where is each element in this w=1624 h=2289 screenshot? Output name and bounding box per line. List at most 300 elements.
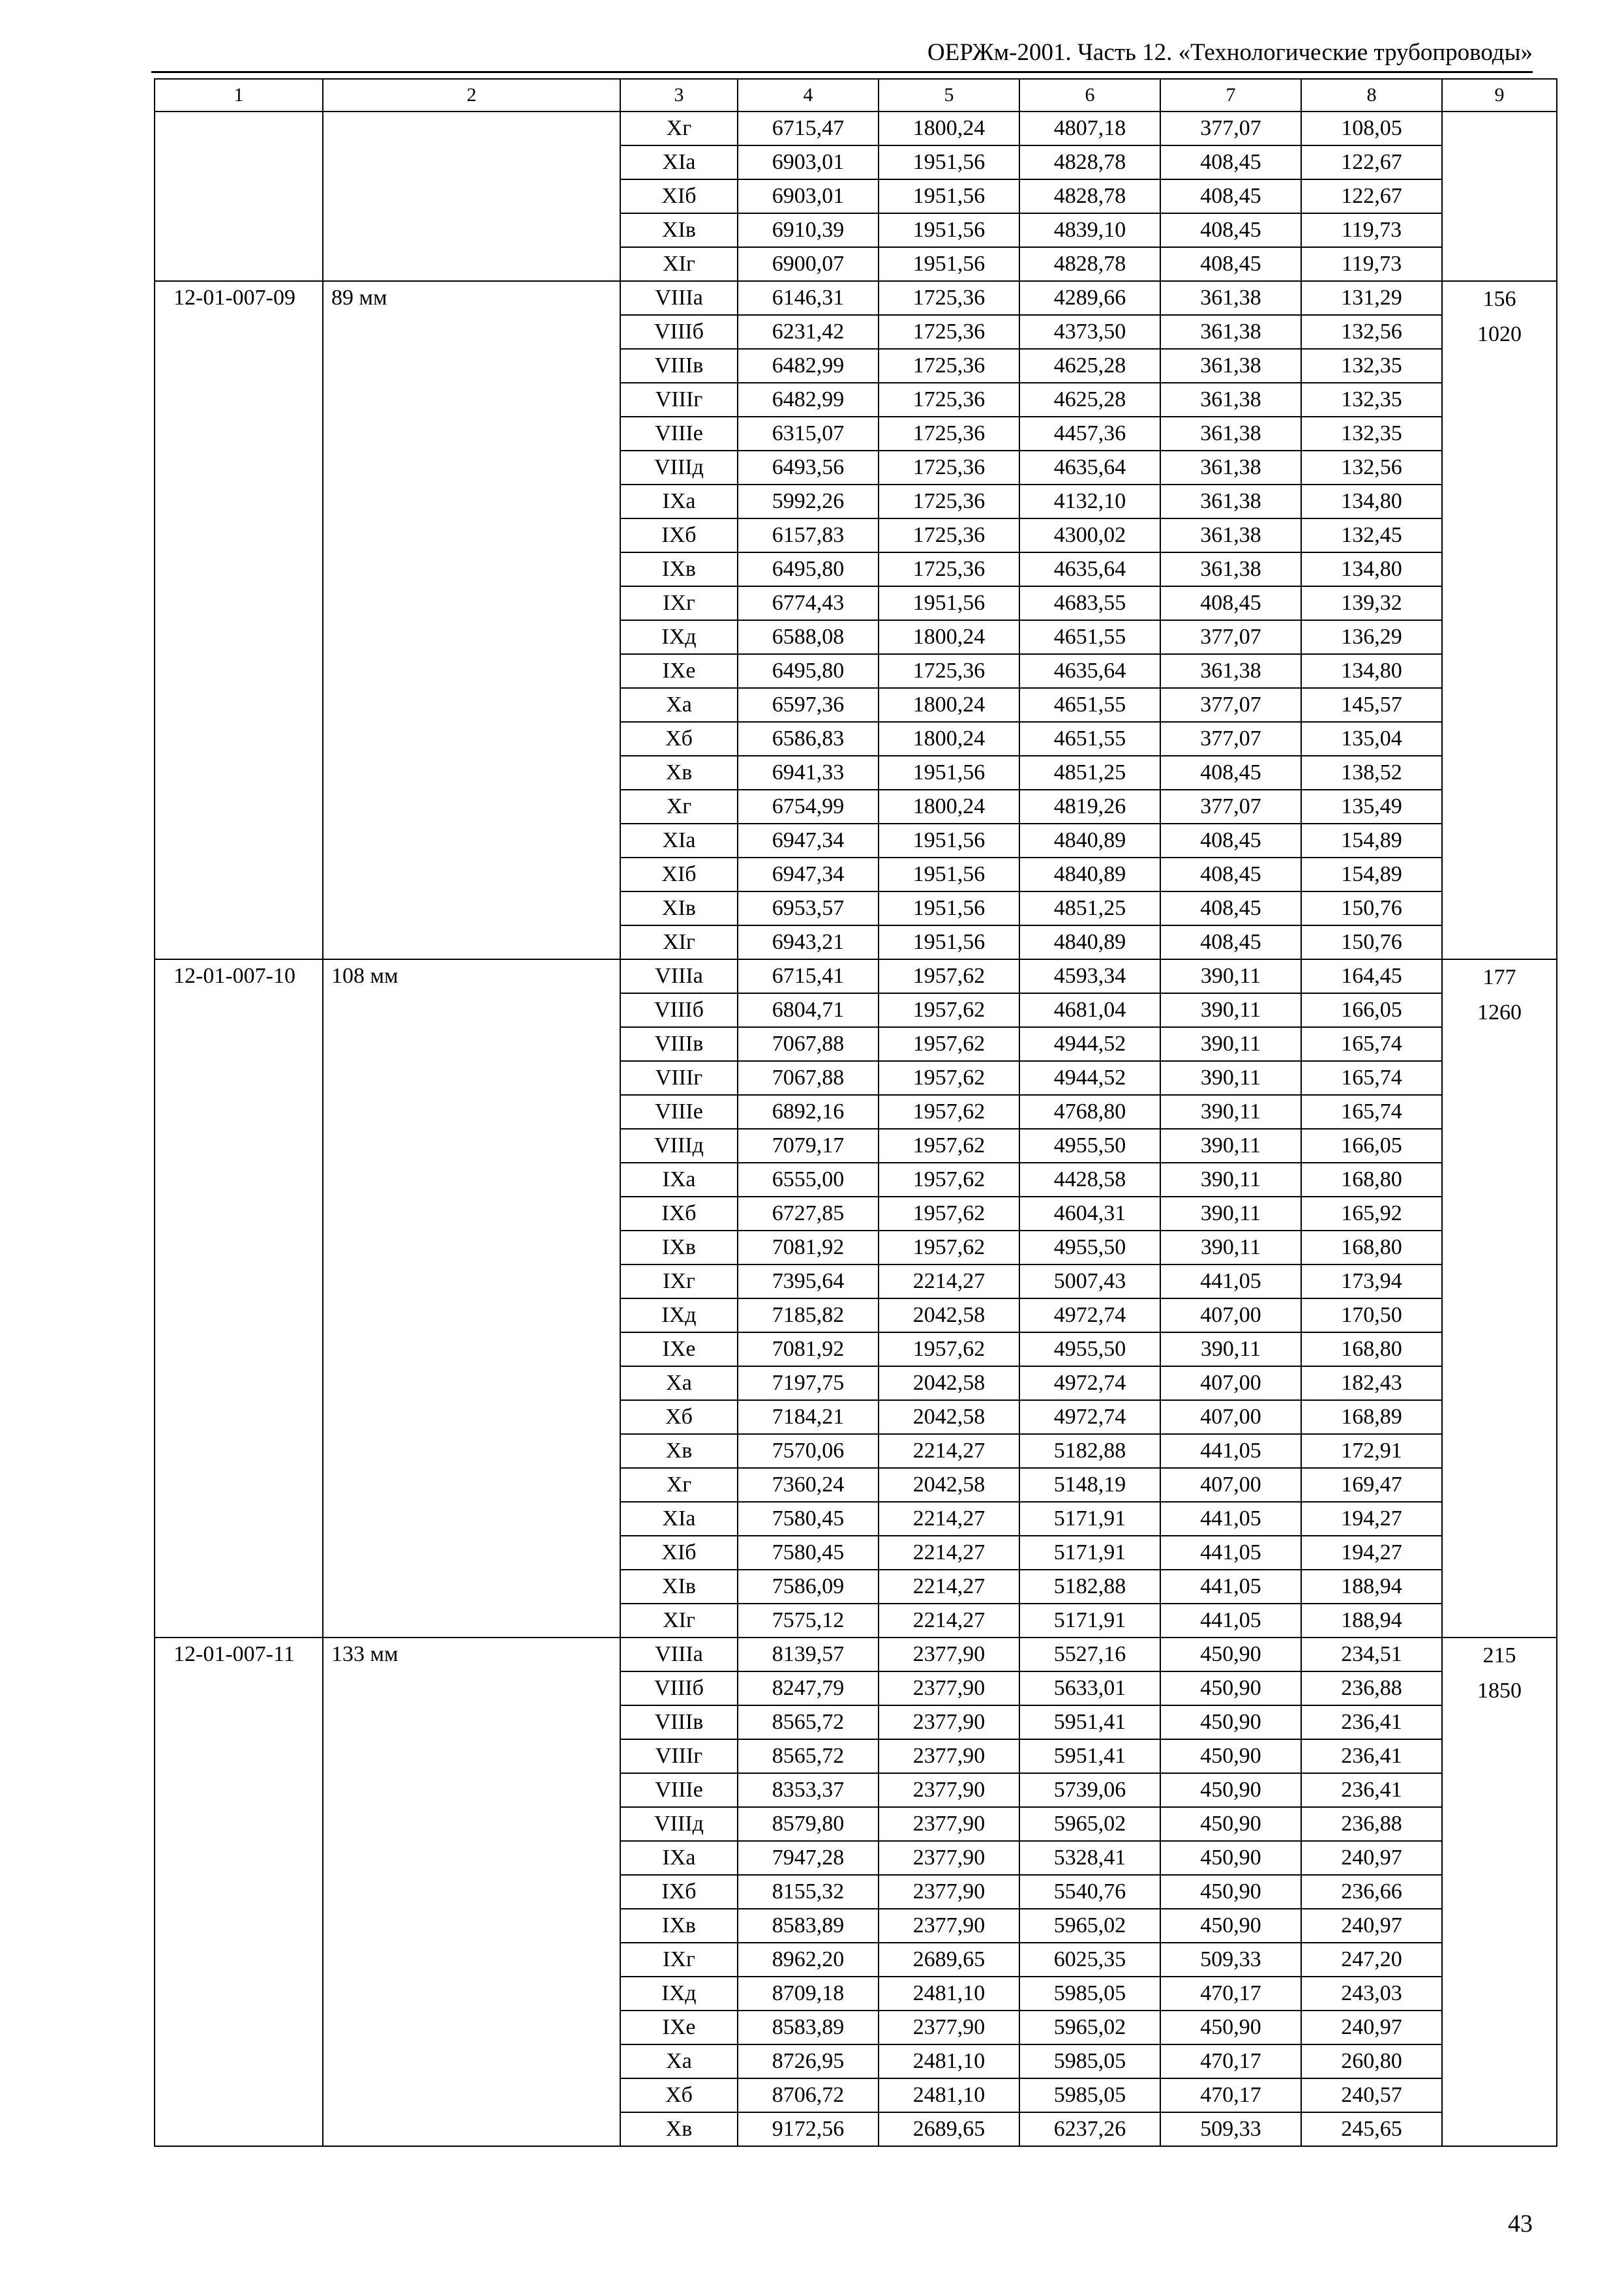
value-cell: 7079,17 [738,1129,879,1163]
value-cell: 2377,90 [879,1841,1019,1875]
value-cell: 450,90 [1160,1909,1301,1943]
table-row [155,1638,1557,1671]
value-cell: 2377,90 [879,1807,1019,1841]
value-cell: 169,47 [1301,1468,1442,1502]
value-cell: 5328,41 [1019,1841,1160,1875]
price-table [154,78,1557,2147]
category-cell: VIIIв [620,1705,738,1739]
value-cell: 6943,21 [738,925,879,959]
value-cell: 2377,90 [879,1773,1019,1807]
value-cell: 2481,10 [879,1977,1019,2011]
value-cell: 173,94 [1301,1264,1442,1298]
value-cell: 2042,58 [879,1468,1019,1502]
value-cell: 6715,41 [738,959,879,993]
category-cell: XIб [620,858,738,891]
value-cell: 5527,16 [1019,1638,1160,1671]
value-cell: 2214,27 [879,1536,1019,1570]
value-cell: 407,00 [1160,1468,1301,1502]
value-cell: 1800,24 [879,688,1019,722]
value-cell: 450,90 [1160,1841,1301,1875]
value-cell: 1957,62 [879,1129,1019,1163]
value-cell: 4625,28 [1019,383,1160,417]
value-cell: 2377,90 [879,2011,1019,2044]
value-cell: 5965,02 [1019,1909,1160,1943]
value-cell: 441,05 [1160,1536,1301,1570]
value-cell: 390,11 [1160,993,1301,1027]
category-cell: IXв [620,552,738,586]
category-cell: VIIIд [620,1129,738,1163]
value-cell: 5951,41 [1019,1705,1160,1739]
column-number: 5 [879,79,1019,112]
value-cell: 6495,80 [738,552,879,586]
value-cell: 172,91 [1301,1434,1442,1468]
value-cell: 165,74 [1301,1061,1442,1095]
value-cell: 4289,66 [1019,281,1160,315]
value-cell: 390,11 [1160,1129,1301,1163]
value-cell: 4651,55 [1019,722,1160,756]
value-cell: 2214,27 [879,1264,1019,1298]
category-cell: Xа [620,1366,738,1400]
value-cell: 1951,56 [879,145,1019,179]
value-cell: 6774,43 [738,586,879,620]
value-cell: 188,94 [1301,1570,1442,1604]
value-cell: 4851,25 [1019,891,1160,925]
value-cell: 408,45 [1160,179,1301,213]
value-cell: 2377,90 [879,1638,1019,1671]
value-cell: 6231,42 [738,315,879,349]
value-cell: 8579,80 [738,1807,879,1841]
value-cell: 470,17 [1160,2078,1301,2112]
pipe-diameter: 133 мм [323,1638,620,2146]
value-cell: 6555,00 [738,1163,879,1197]
category-cell: Xб [620,722,738,756]
value-cell: 136,29 [1301,620,1442,654]
resource-cell [1442,1638,1557,2146]
value-cell: 1957,62 [879,1197,1019,1231]
value-cell: 390,11 [1160,1231,1301,1264]
value-cell: 4635,64 [1019,451,1160,485]
value-cell: 194,27 [1301,1536,1442,1570]
page-number: 43 [1508,2210,1533,2237]
value-cell: 450,90 [1160,1671,1301,1705]
resource-cell [1442,959,1557,1638]
value-cell: 166,05 [1301,1129,1442,1163]
value-cell: 1800,24 [879,620,1019,654]
value-cell: 234,51 [1301,1638,1442,1671]
value-cell: 6903,01 [738,145,879,179]
value-cell: 361,38 [1160,417,1301,451]
value-cell: 150,76 [1301,891,1442,925]
value-cell: 108,05 [1301,112,1442,145]
value-cell: 240,97 [1301,1841,1442,1875]
value-cell: 1957,62 [879,1231,1019,1264]
value-cell: 4681,04 [1019,993,1160,1027]
value-cell: 8706,72 [738,2078,879,2112]
column-number: 3 [620,79,738,112]
value-cell: 7360,24 [738,1468,879,1502]
value-cell: 119,73 [1301,247,1442,281]
value-cell: 5951,41 [1019,1739,1160,1773]
value-cell: 4604,31 [1019,1197,1160,1231]
value-cell: 154,89 [1301,858,1442,891]
value-cell: 377,07 [1160,790,1301,824]
category-cell: IXв [620,1231,738,1264]
value-cell: 6804,71 [738,993,879,1027]
value-cell: 2481,10 [879,2078,1019,2112]
price-table-body [155,79,1557,2146]
value-cell: 390,11 [1160,959,1301,993]
value-cell: 4807,18 [1019,112,1160,145]
value-cell: 1725,36 [879,518,1019,552]
resource-value: 177 [1482,965,1516,989]
value-cell: 6493,56 [738,451,879,485]
value-cell: 1957,62 [879,1027,1019,1061]
category-cell: XIв [620,213,738,247]
value-cell: 5171,91 [1019,1604,1160,1638]
value-cell: 4828,78 [1019,179,1160,213]
rate-code [155,112,323,281]
value-cell: 441,05 [1160,1570,1301,1604]
value-cell: 6727,85 [738,1197,879,1231]
category-cell: Xа [620,688,738,722]
value-cell: 8726,95 [738,2044,879,2078]
value-cell: 247,20 [1301,1943,1442,1977]
value-cell: 361,38 [1160,485,1301,518]
value-cell: 4300,02 [1019,518,1160,552]
value-cell: 236,88 [1301,1671,1442,1705]
value-cell: 377,07 [1160,112,1301,145]
value-cell: 361,38 [1160,349,1301,383]
value-cell: 8565,72 [738,1705,879,1739]
category-cell: VIIIг [620,1739,738,1773]
pipe-diameter [323,112,620,281]
value-cell: 1725,36 [879,315,1019,349]
category-cell: XIг [620,925,738,959]
value-cell: 1951,56 [879,586,1019,620]
value-cell: 4828,78 [1019,247,1160,281]
value-cell: 470,17 [1160,2044,1301,2078]
category-cell: VIIIб [620,993,738,1027]
value-cell: 407,00 [1160,1298,1301,1332]
category-cell: XIб [620,179,738,213]
category-cell: IXе [620,654,738,688]
value-cell: 6025,35 [1019,1943,1160,1977]
value-cell: 450,90 [1160,1875,1301,1909]
value-cell: 1800,24 [879,112,1019,145]
value-cell: 8565,72 [738,1739,879,1773]
value-cell: 119,73 [1301,213,1442,247]
value-cell: 6715,47 [738,112,879,145]
value-cell: 408,45 [1160,213,1301,247]
value-cell: 408,45 [1160,925,1301,959]
value-cell: 7395,64 [738,1264,879,1298]
value-cell: 236,41 [1301,1705,1442,1739]
value-cell: 166,05 [1301,993,1442,1027]
value-cell: 134,80 [1301,552,1442,586]
value-cell: 6754,99 [738,790,879,824]
value-cell: 8709,18 [738,1977,879,2011]
value-cell: 9172,56 [738,2112,879,2146]
value-cell: 4955,50 [1019,1231,1160,1264]
value-cell: 4683,55 [1019,586,1160,620]
value-cell: 2377,90 [879,1909,1019,1943]
value-cell: 5965,02 [1019,2011,1160,2044]
value-cell: 8583,89 [738,2011,879,2044]
value-cell: 8583,89 [738,1909,879,1943]
value-cell: 390,11 [1160,1332,1301,1366]
value-cell: 377,07 [1160,688,1301,722]
category-cell: IXг [620,1943,738,1977]
value-cell: 4851,25 [1019,756,1160,790]
value-cell: 236,88 [1301,1807,1442,1841]
value-cell: 407,00 [1160,1366,1301,1400]
category-cell: XIа [620,824,738,858]
value-cell: 4428,58 [1019,1163,1160,1197]
value-cell: 5739,06 [1019,1773,1160,1807]
value-cell: 5171,91 [1019,1502,1160,1536]
value-cell: 5148,19 [1019,1468,1160,1502]
value-cell: 236,41 [1301,1739,1442,1773]
resource-value: 1850 [1477,1678,1522,1703]
value-cell: 4840,89 [1019,824,1160,858]
value-cell: 4457,36 [1019,417,1160,451]
value-cell: 4625,28 [1019,349,1160,383]
header-rule [151,71,1533,73]
value-cell: 154,89 [1301,824,1442,858]
value-cell: 6947,34 [738,824,879,858]
value-cell: 7580,45 [738,1536,879,1570]
value-cell: 6146,31 [738,281,879,315]
value-cell: 1957,62 [879,1061,1019,1095]
value-cell: 7081,92 [738,1332,879,1366]
value-cell: 4955,50 [1019,1332,1160,1366]
value-cell: 240,97 [1301,1909,1442,1943]
value-cell: 145,57 [1301,688,1442,722]
value-cell: 4373,50 [1019,315,1160,349]
value-cell: 361,38 [1160,552,1301,586]
value-cell: 450,90 [1160,1705,1301,1739]
value-cell: 509,33 [1160,2112,1301,2146]
value-cell: 1957,62 [879,1332,1019,1366]
column-number: 8 [1301,79,1442,112]
value-cell: 240,57 [1301,2078,1442,2112]
value-cell: 6586,83 [738,722,879,756]
category-cell: IXг [620,586,738,620]
value-cell: 150,76 [1301,925,1442,959]
value-cell: 131,29 [1301,281,1442,315]
category-cell: Xг [620,1468,738,1502]
value-cell: 450,90 [1160,1638,1301,1671]
value-cell: 1951,56 [879,858,1019,891]
value-cell: 182,43 [1301,1366,1442,1400]
value-cell: 122,67 [1301,179,1442,213]
value-cell: 2214,27 [879,1570,1019,1604]
value-cell: 450,90 [1160,1773,1301,1807]
value-cell: 5633,01 [1019,1671,1160,1705]
resource-value: 1020 [1477,322,1522,346]
value-cell: 7586,09 [738,1570,879,1604]
value-cell: 4132,10 [1019,485,1160,518]
value-cell: 2377,90 [879,1739,1019,1773]
value-cell: 450,90 [1160,1807,1301,1841]
column-number: 1 [155,79,323,112]
category-cell: VIIIе [620,1773,738,1807]
value-cell: 2042,58 [879,1400,1019,1434]
value-cell: 168,80 [1301,1231,1442,1264]
value-cell: 194,27 [1301,1502,1442,1536]
category-cell: VIIIе [620,417,738,451]
value-cell: 1951,56 [879,891,1019,925]
category-cell: XIг [620,1604,738,1638]
value-cell: 361,38 [1160,315,1301,349]
value-cell: 408,45 [1160,824,1301,858]
value-cell: 165,74 [1301,1095,1442,1129]
value-cell: 122,67 [1301,145,1442,179]
column-number: 2 [323,79,620,112]
value-cell: 1951,56 [879,247,1019,281]
value-cell: 1725,36 [879,654,1019,688]
category-cell: Xг [620,790,738,824]
value-cell: 4635,64 [1019,552,1160,586]
value-cell: 408,45 [1160,247,1301,281]
value-cell: 8155,32 [738,1875,879,1909]
value-cell: 5540,76 [1019,1875,1160,1909]
category-cell: XIв [620,1570,738,1604]
value-cell: 6597,36 [738,688,879,722]
page-header-title: ОЕРЖм-2001. Часть 12. «Технологические трубопроводы» [927,39,1533,66]
value-cell: 132,56 [1301,451,1442,485]
category-cell: VIIIа [620,281,738,315]
value-cell: 5965,02 [1019,1807,1160,1841]
value-cell: 236,41 [1301,1773,1442,1807]
value-cell: 132,35 [1301,383,1442,417]
value-cell: 1725,36 [879,552,1019,586]
value-cell: 408,45 [1160,756,1301,790]
value-cell: 1725,36 [879,485,1019,518]
category-cell: IXа [620,1841,738,1875]
resource-value: 156 [1482,287,1516,311]
value-cell: 168,80 [1301,1163,1442,1197]
category-cell: IXб [620,1197,738,1231]
column-number: 4 [738,79,879,112]
category-cell: XIв [620,891,738,925]
value-cell: 1951,56 [879,925,1019,959]
value-cell: 4840,89 [1019,925,1160,959]
value-cell: 6237,26 [1019,2112,1160,2146]
value-cell: 5985,05 [1019,2044,1160,2078]
rate-code: 12-01-007-11 [155,1638,323,2146]
category-cell: VIIIг [620,1061,738,1095]
resource-value: 215 [1482,1643,1516,1668]
value-cell: 6892,16 [738,1095,879,1129]
value-cell: 6495,80 [738,654,879,688]
value-cell: 6157,83 [738,518,879,552]
category-cell: IXб [620,518,738,552]
value-cell: 168,80 [1301,1332,1442,1366]
table-row [155,281,1557,315]
value-cell: 408,45 [1160,858,1301,891]
category-cell: XIг [620,247,738,281]
value-cell: 7067,88 [738,1027,879,1061]
value-cell: 165,74 [1301,1027,1442,1061]
value-cell: 7570,06 [738,1434,879,1468]
value-cell: 260,80 [1301,2044,1442,2078]
category-cell: Xг [620,112,738,145]
value-cell: 1951,56 [879,824,1019,858]
value-cell: 4840,89 [1019,858,1160,891]
value-cell: 509,33 [1160,1943,1301,1977]
category-cell: IXд [620,1977,738,2011]
category-cell: XIа [620,1502,738,1536]
value-cell: 188,94 [1301,1604,1442,1638]
rate-code: 12-01-007-10 [155,959,323,1638]
category-cell: VIIIб [620,315,738,349]
category-cell: XIб [620,1536,738,1570]
category-cell: VIIIа [620,1638,738,1671]
value-cell: 2214,27 [879,1502,1019,1536]
value-cell: 390,11 [1160,1061,1301,1095]
category-cell: VIIIв [620,1027,738,1061]
category-cell: VIIIа [620,959,738,993]
value-cell: 4828,78 [1019,145,1160,179]
value-cell: 6953,57 [738,891,879,925]
value-cell: 4944,52 [1019,1027,1160,1061]
category-cell: Xв [620,2112,738,2146]
value-cell: 165,92 [1301,1197,1442,1231]
value-cell: 132,45 [1301,518,1442,552]
pipe-diameter: 89 мм [323,281,620,959]
value-cell: 4593,34 [1019,959,1160,993]
value-cell: 390,11 [1160,1197,1301,1231]
value-cell: 7580,45 [738,1502,879,1536]
value-cell: 1957,62 [879,993,1019,1027]
value-cell: 450,90 [1160,1739,1301,1773]
value-cell: 6315,07 [738,417,879,451]
value-cell: 7184,21 [738,1400,879,1434]
value-cell: 361,38 [1160,451,1301,485]
value-cell: 1725,36 [879,451,1019,485]
table-row [155,112,1557,145]
value-cell: 132,35 [1301,417,1442,451]
category-cell: Xв [620,756,738,790]
value-cell: 361,38 [1160,654,1301,688]
value-cell: 7185,82 [738,1298,879,1332]
value-cell: 243,03 [1301,1977,1442,2011]
value-cell: 408,45 [1160,145,1301,179]
value-cell: 361,38 [1160,383,1301,417]
value-cell: 164,45 [1301,959,1442,993]
category-cell: Xа [620,2044,738,2078]
category-cell: IXд [620,620,738,654]
value-cell: 245,65 [1301,2112,1442,2146]
value-cell: 361,38 [1160,281,1301,315]
value-cell: 1800,24 [879,722,1019,756]
value-cell: 1951,56 [879,756,1019,790]
value-cell: 1951,56 [879,213,1019,247]
value-cell: 2042,58 [879,1298,1019,1332]
value-cell: 7197,75 [738,1366,879,1400]
value-cell: 6910,39 [738,213,879,247]
value-cell: 6903,01 [738,179,879,213]
table-row [155,959,1557,993]
value-cell: 4944,52 [1019,1061,1160,1095]
value-cell: 6588,08 [738,620,879,654]
category-cell: VIIIг [620,383,738,417]
category-cell: IXб [620,1875,738,1909]
value-cell: 132,35 [1301,349,1442,383]
value-cell: 6947,34 [738,858,879,891]
value-cell: 139,32 [1301,586,1442,620]
